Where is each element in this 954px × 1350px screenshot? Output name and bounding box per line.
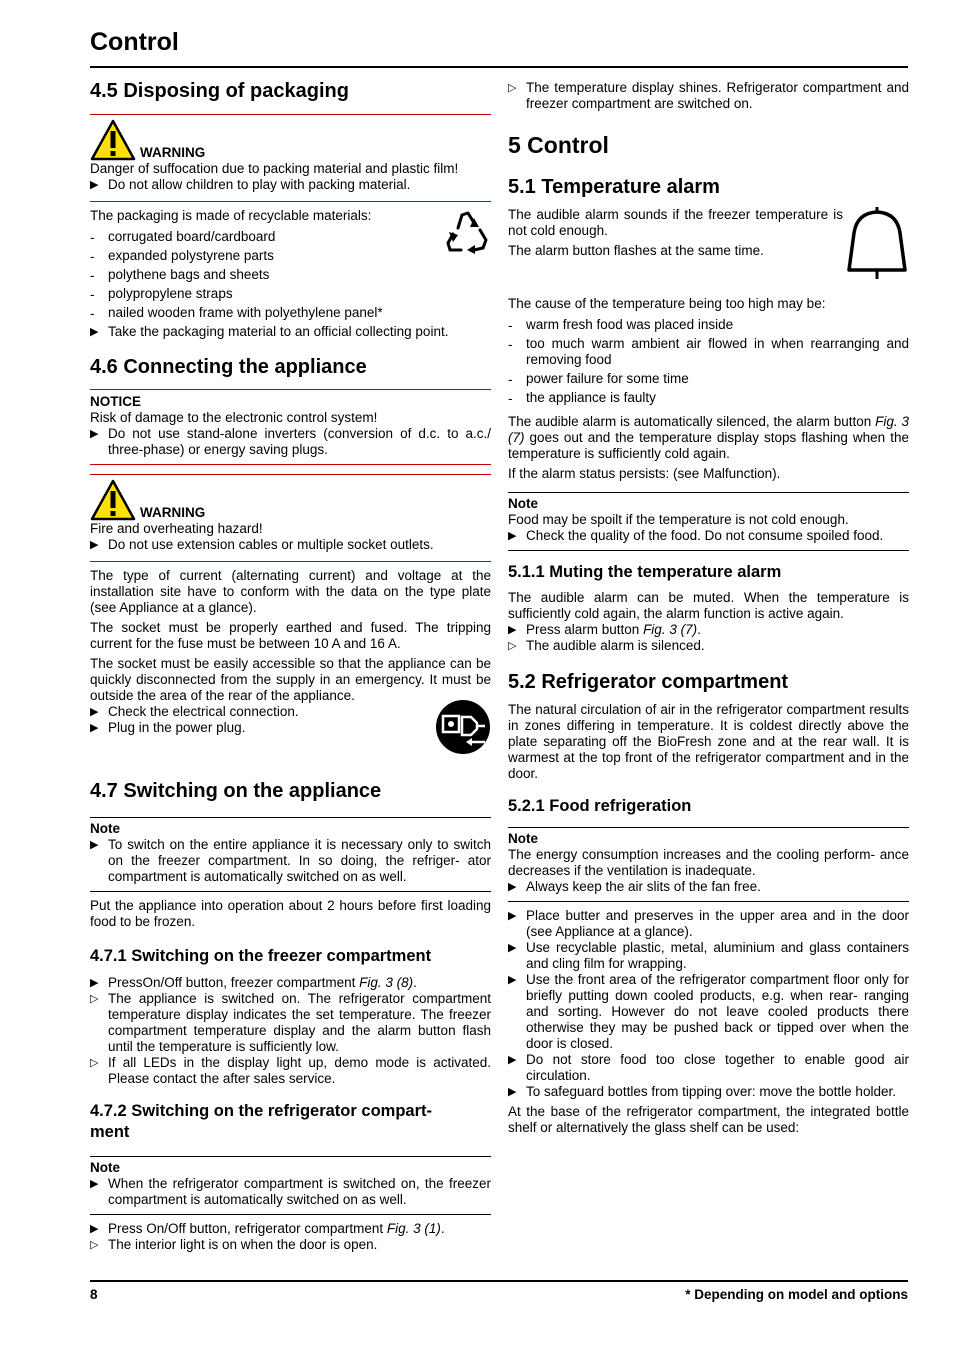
note-label: Note (90, 821, 120, 836)
refrigeration-note-actions (508, 879, 909, 895)
freezer-action: ▶ PressOn/Off button, freezer compartment Fig. 3 (8). (90, 975, 491, 991)
list-item: - corrugated board/cardboard (90, 229, 491, 245)
connection-action-2: ▶ Plug in the power plug. (90, 720, 491, 736)
page-header-title: Control (90, 28, 179, 56)
note-box-bottom-rule (90, 891, 491, 892)
list-item: - expanded polystyrene parts (90, 248, 491, 264)
refrigeration-steps (508, 908, 909, 1100)
notice-box (90, 389, 491, 458)
section-4-7-heading: 4.7 Switching on the appliance (90, 780, 382, 802)
warning2-actions (90, 537, 491, 553)
refrigeration-note-box (508, 827, 909, 895)
note-actions (90, 837, 491, 885)
left-column (90, 78, 491, 1253)
alarm-note-text: Food may be spoilt if the temperature is not cold enough. (508, 512, 849, 527)
warning-text: Danger of suffocation due to packing material and plastic film! (90, 161, 459, 176)
muting-steps (508, 622, 909, 654)
section-4-6-heading: 4.6 Connecting the appliance (90, 356, 367, 378)
alarm-note-label: Note (508, 496, 538, 511)
footer-note: * Depending on model and options (685, 1287, 908, 1302)
fig-reference: Fig. 3 (7) (508, 414, 910, 445)
freezer-result-2: ▷ If all LEDs in the display light up, demo mode is activated. Please contact the after sales service. (90, 1055, 491, 1087)
refrigeration-action: ▶ Use the front area of the refrigerator compartment floor only for briefly putting down cooled products, e.g. when rear- ranging and sorting. However do not leave cooled products there otherwise they may be pushed back or tipped over when the door is closed. (508, 972, 909, 1052)
refrigeration-note-bottom-rule (508, 901, 909, 902)
alarm-paragraph-5: If the alarm status persists: (see Malfunction). (508, 466, 781, 481)
connection-actions-block (90, 704, 491, 756)
section-5-heading: 5 Control (508, 132, 609, 158)
refrigerator-result: ▷ The interior light is on when the door is open. (90, 1237, 491, 1253)
top-result-list (508, 80, 909, 112)
alarm-note-box (508, 492, 909, 544)
warning-triangle-icon (90, 119, 136, 161)
section-5-2-1-heading: 5.2.1 Food refrigeration (508, 797, 692, 815)
connection-actions (90, 704, 491, 736)
alarm-note-action: ▶ Check the quality of the food. Do not consume spoiled food. (508, 528, 909, 544)
alarm-paragraph-4-end: goes out and the temperature display stops flashing when the temperature is sufficiently cold again. (508, 430, 909, 461)
muting-action-end: . (697, 622, 701, 637)
refrigerator-steps (90, 1221, 491, 1253)
notice-text: Risk of damage to the electronic control system! (90, 410, 378, 425)
section-5-1-heading: 5.1 Temperature alarm (508, 176, 720, 198)
muting-action (508, 622, 909, 638)
alarm-paragraph-4 (508, 414, 909, 462)
alarm-bell-icon (845, 203, 909, 279)
muting-action-text: Press alarm button (526, 622, 644, 637)
fig-reference: Fig. 3 (7) (643, 622, 698, 637)
note2-label: Note (90, 1160, 120, 1175)
warning2-box-bottom-rule (90, 561, 491, 562)
list-item: - polypropylene straps (90, 286, 491, 302)
right-column (508, 78, 909, 1140)
fig-reference: Fig. 3 (1) (386, 1221, 441, 1236)
packaging-block (90, 208, 491, 340)
bottle-shelf-paragraph: At the base of the refrigerator compartment, the integrated bottle shelf or alternatively the glass shelf can be used: (508, 1104, 909, 1135)
refrigeration-note-action: ▶ Always keep the air slits of the fan free. (508, 879, 909, 895)
refrigerator-action: ▶ Press On/Off button, refrigerator compartment Fig. 3 (1). (90, 1221, 491, 1237)
refrigeration-action: ▶ Do not store food too close together to enable good air circulation. (508, 1052, 909, 1084)
switching-paragraph: Put the appliance into operation about 2 hours before first loading food to be frozen. (90, 898, 491, 929)
refrigerator-action-text: Press On/Off button, refrigerator compartment (108, 1221, 387, 1236)
connection-action-1: ▶ Check the electrical connection. (90, 704, 491, 720)
warning-triangle-icon (90, 479, 136, 521)
warning-box-bottom-rule (90, 201, 491, 202)
note-action: ▶ To switch on the entire appliance it is necessary only to switch on the freezer compartment. In so doing, the refriger- ator compartment is automatically switched on as well. (90, 837, 491, 885)
freezer-action-text: PressOn/Off button, freezer compartment (108, 975, 360, 990)
power-plug-icon (435, 699, 491, 755)
fig-reference: Fig. 3 (8) (359, 975, 414, 990)
section-4-7-2-heading: 4.7.2 Switching on the refrigerator compart- ment (90, 1102, 432, 1141)
muting-paragraph: The audible alarm can be muted. When the temperature is sufficiently cold again, the alarm function is active again. (508, 590, 909, 621)
list-item: - polythene bags and sheets (90, 267, 491, 283)
muting-result: ▷ The audible alarm is silenced. (508, 638, 909, 654)
warning2-label: WARNING (140, 505, 206, 520)
list-item: - the appliance is faulty (508, 390, 909, 406)
note2-actions (90, 1176, 491, 1208)
alarm-causes-list (508, 317, 909, 406)
page-number: 8 (90, 1287, 98, 1302)
packaging-action: ▶ Take the packaging material to an official collecting point. (90, 324, 491, 340)
footer-rule (90, 1280, 908, 1282)
list-item: - warm fresh food was placed inside (508, 317, 909, 333)
notice-label: NOTICE (90, 394, 142, 409)
connection-paragraph-2: The socket must be properly earthed and fused. The tripping current for the fuse must be between 10 A and 16 A. (90, 620, 491, 651)
refrigeration-note-label: Note (508, 831, 538, 846)
list-item: - nailed wooden frame with polyethylene panel* (90, 305, 491, 321)
warning-action: ▶ Do not allow children to play with packing material. (90, 177, 491, 193)
alarm-note-actions (508, 528, 909, 544)
warning2-header (90, 475, 491, 521)
connection-paragraph-3: The socket must be easily accessible so that the appliance can be quickly disconnected from the supply in an emergency. It must be outside the area of the rear of the appliance. (90, 656, 491, 703)
alarm-note-bottom-rule (508, 550, 909, 551)
list-item: - power failure for some time (508, 371, 909, 387)
switched-on-result: ▷ The temperature display shines. Refrigerator compartment and freezer compartment are switched on. (508, 80, 909, 112)
warning2-action: ▶ Do not use extension cables or multiple socket outlets. (90, 537, 491, 553)
freezer-result-1: ▷ The appliance is switched on. The refrigerator compartment temperature display indicates the set temperature. The freezer compartment temperature display and the alarm button flash until the temperature is sufficiently low. (90, 991, 491, 1055)
warning2-text: Fire and overheating hazard! (90, 521, 263, 536)
refrigeration-action: ▶ Use recyclable plastic, metal, aluminium and glass containers and cling film for wrapping. (508, 940, 909, 972)
list-item: - too much warm ambient air flowed in when rearranging and removing food (508, 336, 909, 368)
notice-box-bottom-rule (90, 464, 491, 465)
packaging-intro: The packaging is made of recyclable materials: (90, 208, 372, 223)
note2-box-bottom-rule (90, 1214, 491, 1215)
warning-actions (90, 177, 491, 193)
section-5-2-heading: 5.2 Refrigerator compartment (508, 671, 789, 693)
section-4-7-1-heading: 4.7.1 Switching on the freezer compartment (90, 947, 432, 965)
freezer-steps (90, 975, 491, 1087)
notice-action: ▶ Do not use stand-alone inverters (conversion of d.c. to a.c./ three-phase) or energy saving plugs. (90, 426, 491, 458)
alarm-paragraph-1: The audible alarm sounds if the freezer temperature is not cold enough. (508, 207, 843, 238)
alarm-intro-block (508, 207, 909, 296)
refrigeration-action: ▶ To safeguard bottles from tipping over: move the bottle holder. (508, 1084, 909, 1100)
notice-actions (90, 426, 491, 458)
alarm-paragraph-4-start: The audible alarm is automatically silenced, the alarm button (508, 414, 876, 429)
section-5-1-1-heading: 5.1.1 Muting the temperature alarm (508, 563, 782, 581)
connection-paragraph-1: The type of current (alternating current) and voltage at the installation site have to conform with the data on the type plate (see Appliance at a glance). (90, 568, 491, 615)
alarm-paragraph-2: The alarm button flashes at the same time. (508, 243, 764, 258)
warning-label: WARNING (140, 145, 206, 160)
note-box (90, 817, 491, 885)
warning-header (90, 115, 491, 161)
alarm-cause-intro: The cause of the temperature being too high may be: (508, 296, 826, 311)
refrigeration-action: ▶ Place butter and preserves in the upper area and in the door (see Appliance at a glance). (508, 908, 909, 940)
header-rule (90, 66, 908, 68)
refrigerator-paragraph: The natural circulation of air in the refrigerator compartment results in zones differing in temperature. It is coldest directly above the plate separating off the BioFresh zone and at the rear wall. It is warmest at the top front of the refrigerator compartment and in the door. (508, 702, 909, 781)
note2-action: ▶ When the refrigerator compartment is switched on, the freezer compartment is automatically switched on as well. (90, 1176, 491, 1208)
note2-box (90, 1156, 491, 1208)
section-4-5-heading: 4.5 Disposing of packaging (90, 80, 349, 102)
packaging-materials-list (90, 229, 491, 340)
refrigeration-note-text: The energy consumption increases and the cooling perform- ance decreases if the ventilation is inadequate. (508, 847, 909, 878)
